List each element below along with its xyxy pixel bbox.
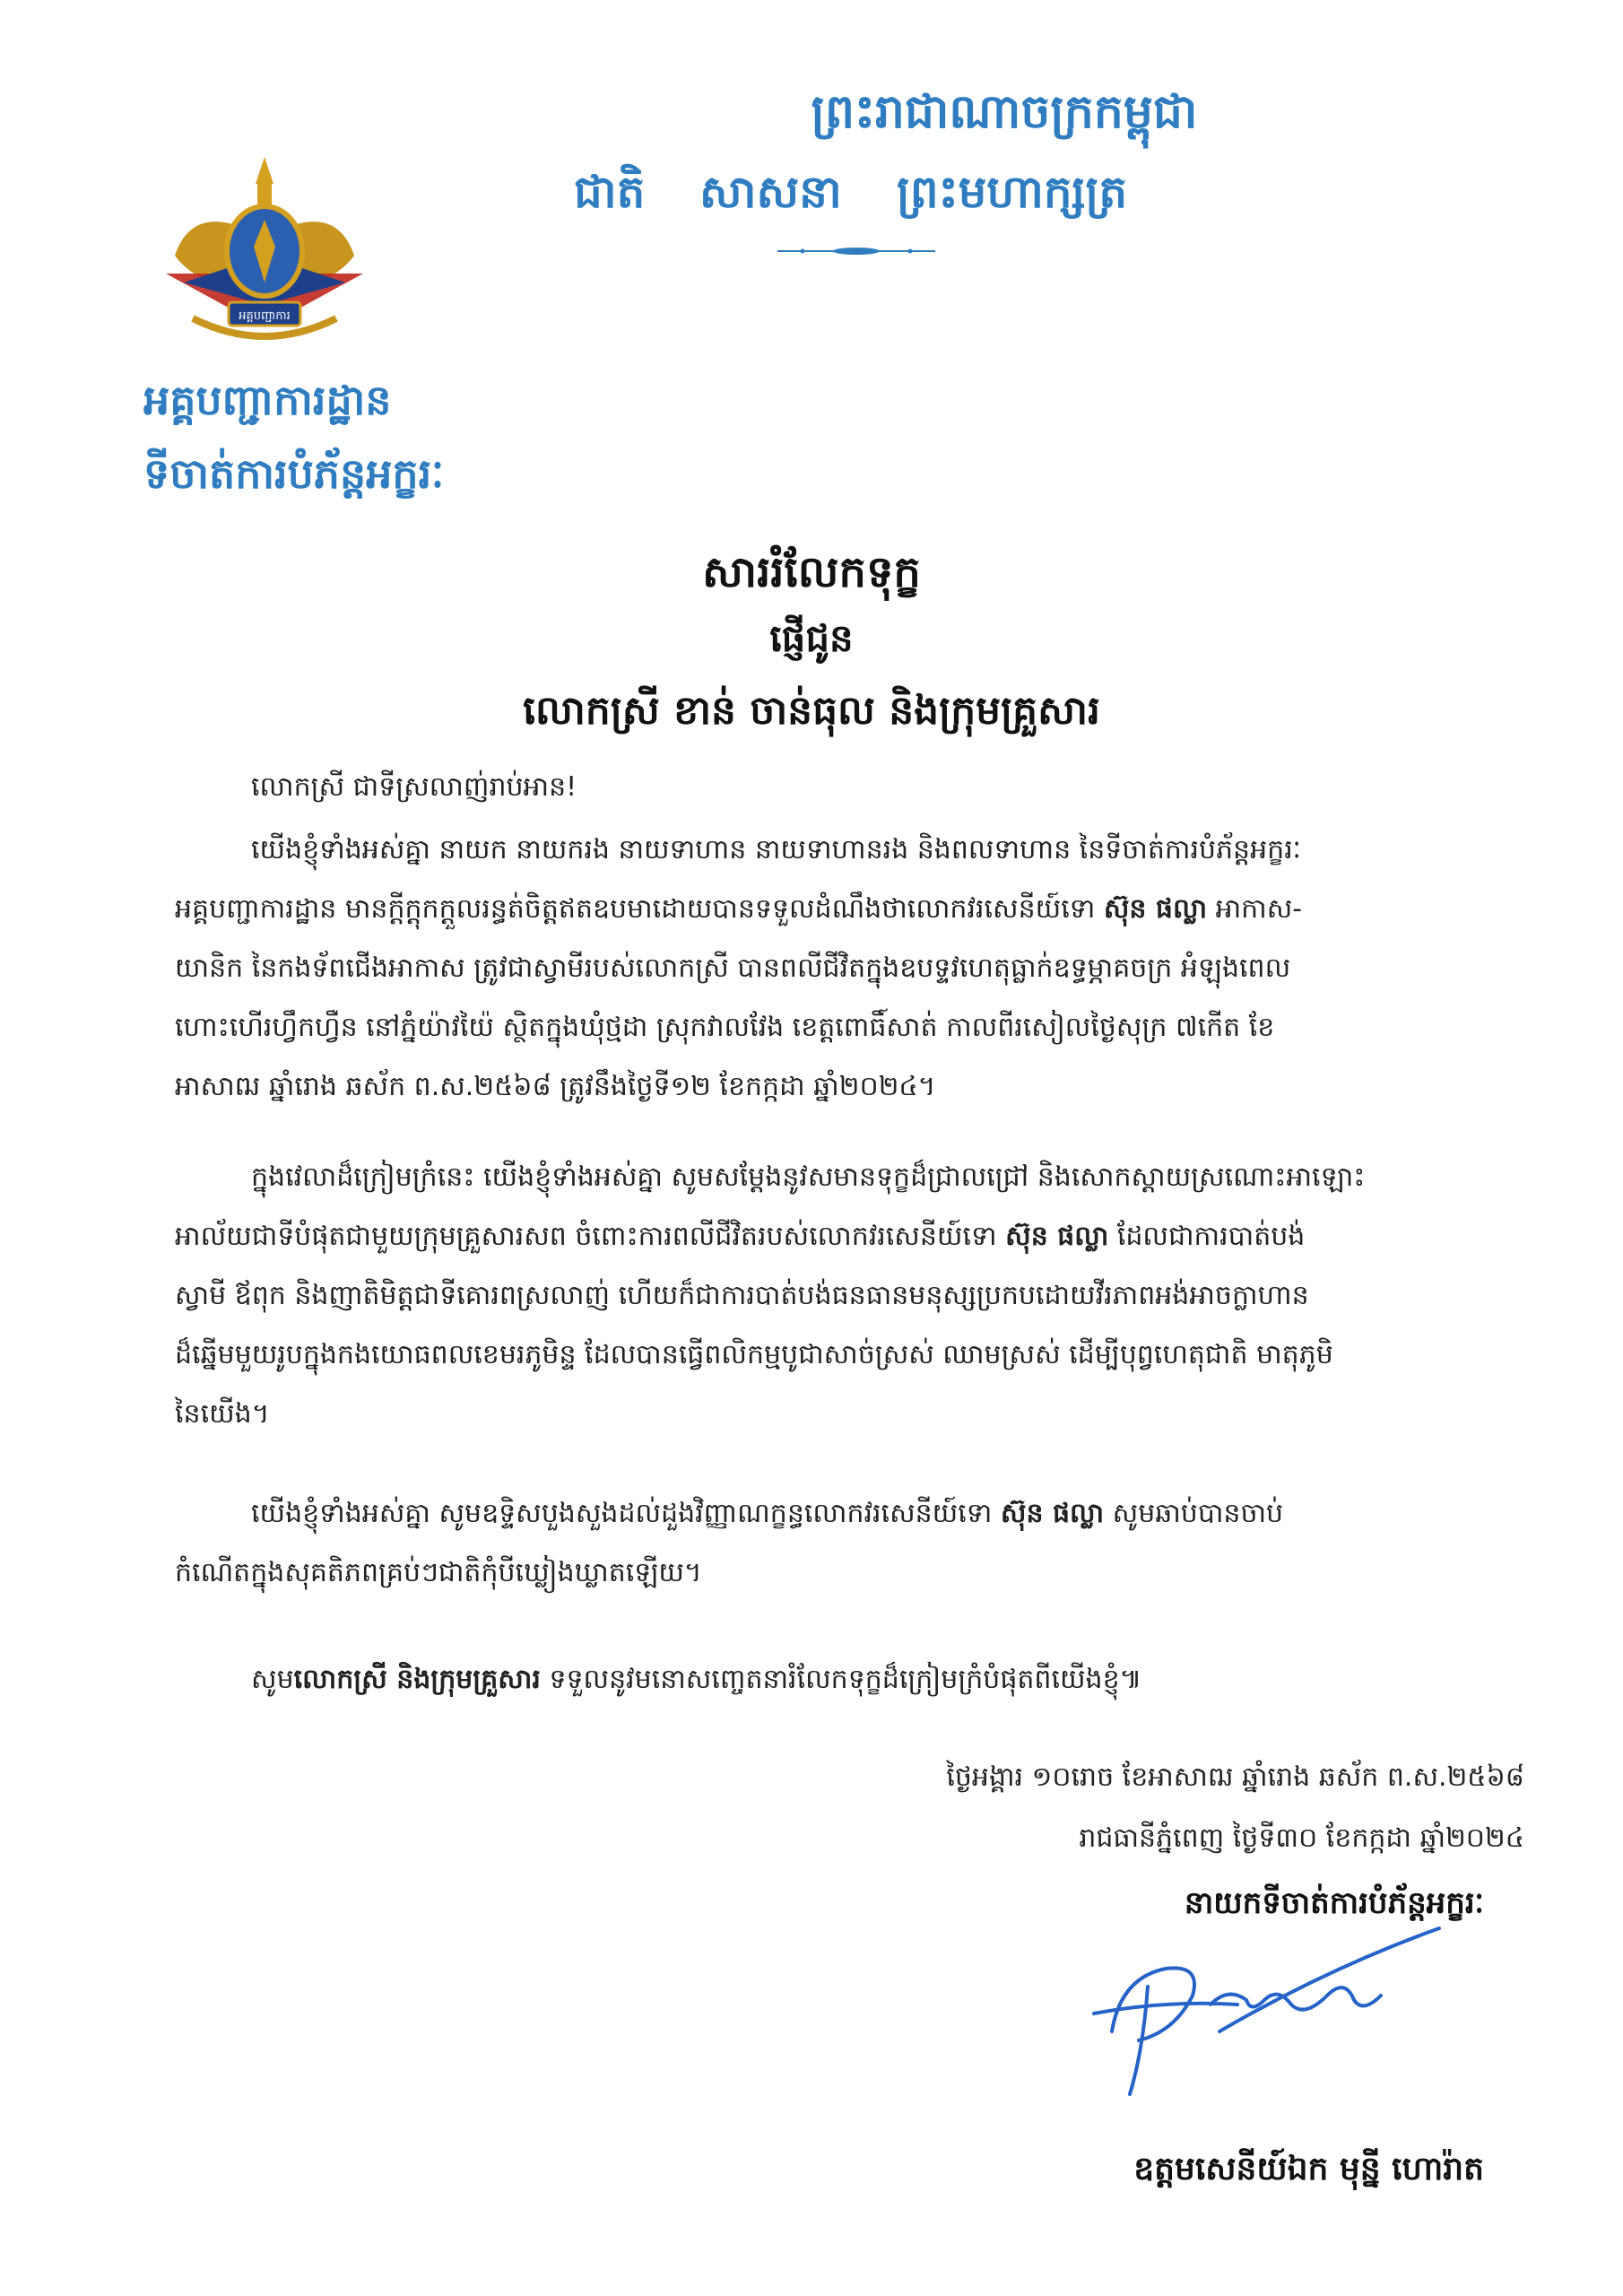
salutation: លោកស្រី ជាទីស្រលាញ់រាប់អាន! [251, 771, 577, 803]
p1-line: អគ្គបញ្ជាការដ្ឋាន មានក្តីក្តុកក្តួលរន្ធត់ចិត្តឥតឧបមាដោយបានទទួលដំណឹងថាលោកវរសេនីយ៍ទោ ស៊ុន ផល្លា អាកាស- [175, 893, 1303, 925]
p2-line: ដ៏ឆ្នើមមួយរូបក្នុងកងយោធពលខេមរភូមិន្ទ ដែលបានធ្វើពលិកម្មបូជាសាច់ស្រស់ ឈាមស្រស់ ដើម្បីបុព្វហេតុជាតិ មាតុភូមិ [175, 1339, 1333, 1370]
paragraph-2 [175, 1148, 1529, 1444]
p1-line: យើងខ្ញុំទាំងអស់គ្នា នាយក នាយករង នាយទាហាន នាយទាហានរង និងពលទាហាន នៃទីចាត់ការបំភ័ន្តអក្ខរៈ [251, 834, 1301, 865]
signatory-title: នាយកទីចាត់ការបំភ័ន្តអក្ខរៈ [1184, 1885, 1484, 1921]
paragraph-1 [175, 821, 1529, 1117]
deceased-name: ស៊ុន ផល្លា [1103, 893, 1208, 925]
signatory-name: ឧត្តមសេនីយ៍ឯក មុន្នី ហោរ៉ាត [1133, 2151, 1484, 2187]
paragraph-3 [175, 1484, 1529, 1603]
emblem-label: អគ្គបញ្ជាការ [239, 309, 291, 323]
department-line2: ទីចាត់ការបំភ័ន្តអក្ខរៈ [143, 449, 445, 498]
p3-line: កំណើតក្នុងសុគតិភពគ្រប់ៗជាតិកុំបីឃ្លៀងឃ្លាតឡើយ។ [175, 1557, 702, 1588]
ornament-divider-icon [776, 240, 937, 262]
military-emblem-icon [157, 148, 372, 363]
date-lunar: ថ្ងៃអង្គារ ១០រោច ខែអាសាឍ ឆ្នាំរោង ឆស័ក ព.ស.២៥៦៨ [946, 1761, 1524, 1793]
deceased-name: ស៊ុន ផល្លា [1005, 1221, 1109, 1252]
p2-line: អាល័យជាទីបំផុតជាមួយក្រុមគ្រួសារសព ចំពោះការពលីជីវិតរបស់លោកវរសេនីយ៍ទោ ស៊ុន ផល្លា ដែលជាការបាត់បង់ [175, 1221, 1306, 1252]
deceased-name: ស៊ុន ផល្លា [1000, 1498, 1105, 1529]
handwritten-signature-icon [1058, 1915, 1444, 2121]
department-line1: អគ្គបញ្ជាការដ្ឋាន [143, 376, 392, 424]
p2-line: ក្នុងវេលាដ៏ក្រៀមក្រំនេះ យើងខ្ញុំទាំងអស់គ្នា សូមសម្តែងនូវសមានទុក្ខដ៏ជ្រាលជ្រៅ និងសោកស្តាយស្រណោះអាឡោះ [251, 1161, 1366, 1193]
motto-nation: ជាតិ [574, 166, 646, 218]
letter-recipient: លោកស្រី ខាន់ ចាន់ធុល និងក្រុមគ្រួសារ [523, 688, 1100, 734]
p1-line: យានិក នៃកងទ័ពជើងអាកាស ត្រូវជាស្វាមីរបស់លោកស្រី បានពលីជីវិតក្នុងឧបទ្ទវហេតុធ្លាក់ឧទ្ធម្ភាគចក្រ អំឡុងពេល [175, 952, 1291, 984]
p4-line: សូមលោកស្រី និងក្រុមគ្រួសារ ទទួលនូវមនោសញ្ចេតនារំលែកទុក្ខដ៏ក្រៀមក្រំបំផុតពីយើងខ្ញុំ៕ [251, 1664, 1142, 1695]
paragraph-4 [175, 1650, 1529, 1709]
motto-religion: សាសនា [699, 166, 842, 218]
p2-line: នៃយើង។ [175, 1398, 270, 1430]
p2-line: ស្វាមី ឪពុក និងញាតិមិត្តជាទីគោរពស្រលាញ់ ហើយក៏ជាការបាត់បង់ធនធានមនុស្សប្រកបដោយវីរភាពអង់អាចក្លាហាន [175, 1280, 1309, 1311]
p1-line: ហោះហើរហ្វឹកហ្វឺន នៅភ្នំយ៉ាវយ៉ៃ ស្ថិតក្នុងឃុំថ្មដា ស្រុកវាលវែង ខេត្តពោធិ៍សាត់ កាលពីរសៀលថ្ងៃសុក្រ ៧កើត ខែ [175, 1012, 1275, 1043]
letter-title: សាររំលែកទុក្ខ [702, 547, 921, 597]
letter-subtitle: ផ្ញើជូន [769, 616, 854, 660]
kingdom-title: ព្រះរាជាណាចក្រកម្ពុជា [811, 85, 1198, 139]
motto-king: ព្រះមហាក្សត្រ [897, 166, 1128, 218]
date-solar: រាជធានីភ្នំពេញ ថ្ងៃទី៣០ ខែកក្កដា ឆ្នាំ២០២៤ [1079, 1822, 1524, 1854]
p3-line: យើងខ្ញុំទាំងអស់គ្នា សូមឧទ្ទិសបួងសួងដល់ដួងវិញ្ញាណក្ខន្ធលោកវរសេនីយ៍ទោ ស៊ុន ផល្លា សូមឆាប់បានចាប់ [251, 1498, 1284, 1529]
p1-line: អាសាឍ ឆ្នាំរោង ឆស័ក ព.ស.២៥៦៨ ត្រូវនឹងថ្ងៃទី១២ ខែកក្កដា ឆ្នាំ២០២៤។ [175, 1071, 936, 1102]
recipient-emphasis: លោកស្រី និងក្រុមគ្រួសារ [293, 1664, 541, 1695]
